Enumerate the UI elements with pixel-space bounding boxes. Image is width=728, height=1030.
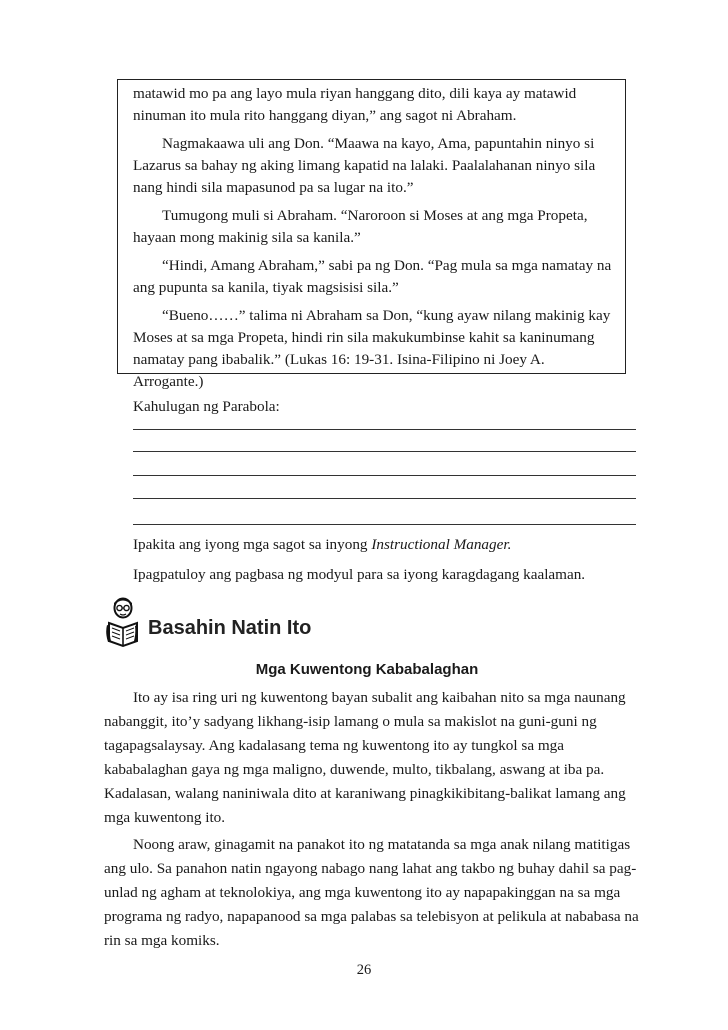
page-number: 26: [356, 962, 372, 978]
section-title: Basahin Natin Ito: [148, 617, 312, 639]
body-line: mga kuwentong ito.: [104, 809, 226, 826]
story-line: Arrogante.): [133, 373, 204, 390]
body-line: tagapagsalaysay. Ang kadalasang tema ng kuwentong ito ay tungkol sa mga: [104, 737, 565, 754]
instructional-manager-text: Instructional Manager.: [371, 536, 512, 553]
body-line: Kadalasan, walang naniniwala dito at karaniwang pinagkikibitang-balikat lamang ang: [104, 785, 626, 802]
story-line: ang pupunta sa kanila, tiyak magsisisi sila.”: [133, 279, 399, 296]
answer-line[interactable]: [133, 498, 636, 499]
answer-line[interactable]: [133, 451, 636, 452]
story-line: hayaan mong makinig sila sa kanila.”: [133, 229, 361, 246]
body-line: Ito ay isa ring uri ng kuwentong bayan subalit ang kaibahan nito sa mga naunang: [133, 689, 626, 706]
answer-line[interactable]: [133, 524, 636, 525]
instruction-manager-note: [133, 536, 511, 554]
instruction-text: Ipakita ang iyong mga sagot sa inyong: [133, 536, 372, 553]
story-line: “Hindi, Amang Abraham,” sabi pa ng Don. “Pag mula sa mga namatay na: [162, 257, 612, 274]
story-line: Lazarus sa bahay ng aking limang kapatid na lalaki. Paalalahanan ninyo sila: [133, 157, 596, 174]
reading-person-icon: [103, 595, 141, 651]
body-line: programa ng radyo, napapanood sa mga palabas sa telebisyon at pelikula at nababasa na: [104, 908, 639, 925]
story-line: ninuman ito mula rito hanggang diyan,” ang sagot ni Abraham.: [133, 107, 517, 124]
story-line: Moses at sa mga Propeta, hindi rin sila makukumbinse kahit sa kaninumang: [133, 329, 595, 346]
answer-line[interactable]: [133, 475, 636, 476]
story-line: matawid mo pa ang layo mula riyan hanggang dito, dili kaya ay matawid: [133, 85, 577, 102]
kahulugan-label: Kahulugan ng Parabola:: [133, 398, 280, 415]
story-line: namatay pang ibabalik.” (Lukas 16: 19-31. Isina-Filipino ni Joey A.: [133, 351, 545, 368]
body-line: kababalaghan gaya ng mga maligno, duwende, multo, tikbalang, aswang at iba pa.: [104, 761, 605, 778]
body-line: Noong araw, ginagamit na panakot ito ng matatanda sa mga anak nilang matitigas: [133, 836, 631, 853]
body-line: ang ulo. Sa panahon natin ngayong nabago nang lahat ang takbo ng buhay dahil sa pag-: [104, 860, 637, 877]
continue-reading-note: Ipagpatuloy ang pagbasa ng modyul para sa iyong karagdagang kaalaman.: [133, 566, 586, 583]
story-subtitle: Mga Kuwentong Kababalaghan: [255, 661, 479, 678]
story-line: “Bueno……” talima ni Abraham sa Don, “kung ayaw nilang makinig kay: [162, 307, 611, 324]
story-line: Tumugong muli si Abraham. “Naroroon si Moses at ang mga Propeta,: [162, 207, 588, 224]
body-line: nabanggit, ito’y sadyang likhang-isip lamang o mula sa makislot na guni-guni ng: [104, 713, 597, 730]
body-line: unlad ng agham at teknolokiya, ang mga kuwentong ito ay napapakinggan na sa mga: [104, 884, 621, 901]
answer-line[interactable]: [133, 429, 636, 430]
story-line: Nagmakaawa uli ang Don. “Maawa na kayo, Ama, papuntahin ninyo si: [162, 135, 595, 152]
story-line: nang hindi sila mapasunod pa sa lugar na ito.”: [133, 179, 414, 196]
body-line: rin sa mga komiks.: [104, 932, 220, 949]
